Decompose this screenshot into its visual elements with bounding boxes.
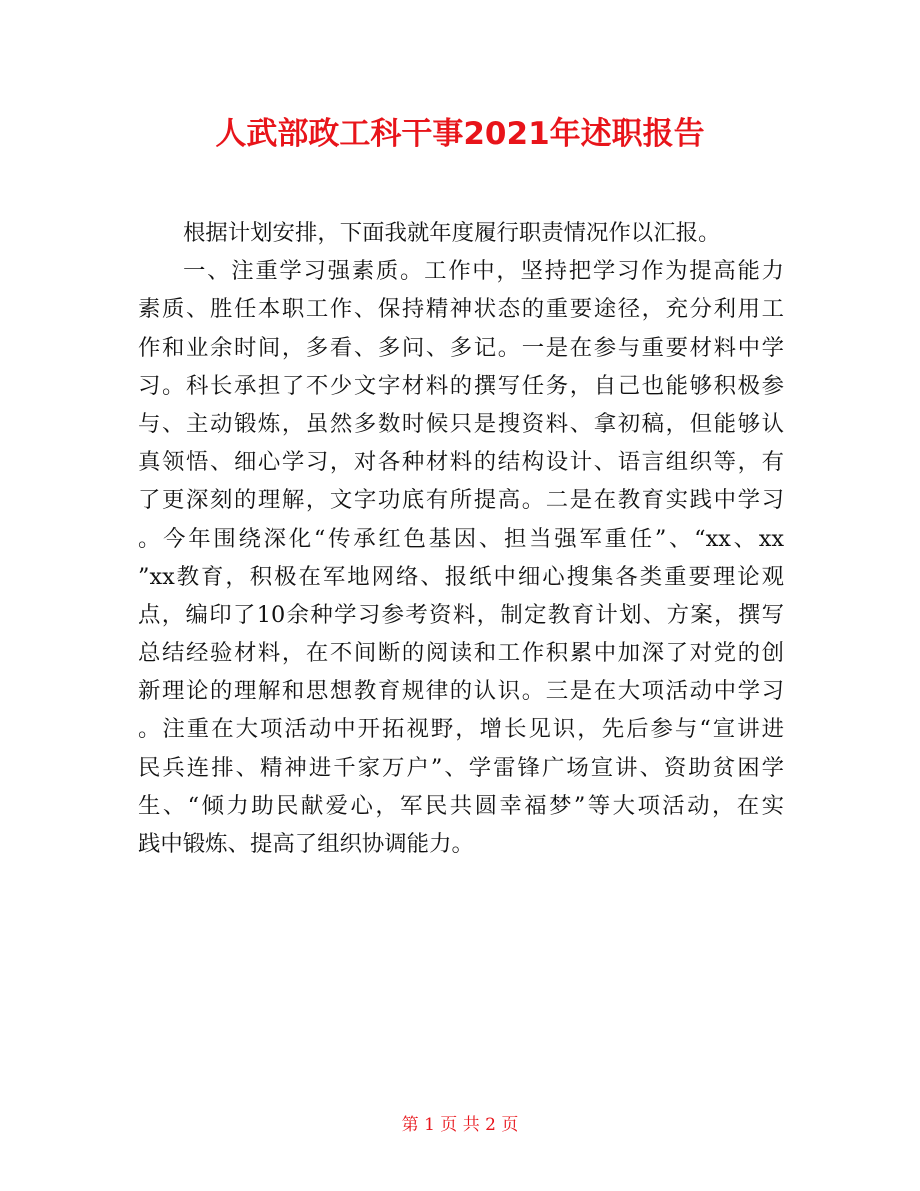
paragraph-line: 真领悟、细心学习，对各种材料的结构设计、语言组织等，有 [138,449,784,476]
paragraph-line: 民兵连排、精神进千家万户”、学雷锋广场宣讲、资助贫困学 [138,754,784,781]
document-title: 人武部政工科干事2021年述职报告 [215,116,705,152]
paragraph-line: 新理论的理解和思想教育规律的认识。三是在大项活动中学习 [138,678,784,705]
paragraph-line: 践中锻炼、提高了组织协调能力。 [138,831,474,857]
paragraph-line: 根据计划安排，下面我就年度履行职责情况作以汇报。 [183,220,721,246]
paragraph-line: ”xx教育，积极在军地网络、报纸中细心搜集各类重要理论观 [138,563,784,590]
paragraph-line: 素质、胜任本职工作、保持精神状态的重要途径，充分利用工 [138,296,784,323]
paragraph-line: 一、注重学习强素质。工作中，坚持把学习作为提高能力 [183,258,784,285]
paragraph-line: 作和业余时间，多看、多问、多记。一是在参与重要材料中学 [138,334,784,361]
paragraph-line: 点，编印了10余种学习参考资料，制定教育计划、方案，撰写 [138,601,784,628]
paragraph-line: 生、“倾力助民献爱心，军民共圆幸福梦”等大项活动，在实 [138,792,784,819]
document-body [138,214,784,863]
page-number-footer: 第 1 页 共 2 页 [401,1115,519,1135]
paragraph-line: 总结经验材料，在不间断的阅读和工作积累中加深了对党的创 [138,640,784,667]
paragraph-line: 与、主动锻炼，虽然多数时候只是搜资料、拿初稿，但能够认 [138,410,784,437]
paragraph-line: 了更深刻的理解，文字功底有所提高。二是在教育实践中学习 [138,487,784,514]
paragraph-line: 。今年围绕深化“传承红色基因、担当强军重任”、“xx、xx [138,525,784,552]
paragraph-line: 习。科长承担了不少文字材料的撰写任务，自己也能够积极参 [138,372,784,399]
paragraph-line: 。注重在大项活动中开拓视野，增长见识，先后参与“宣讲进 [138,716,784,743]
